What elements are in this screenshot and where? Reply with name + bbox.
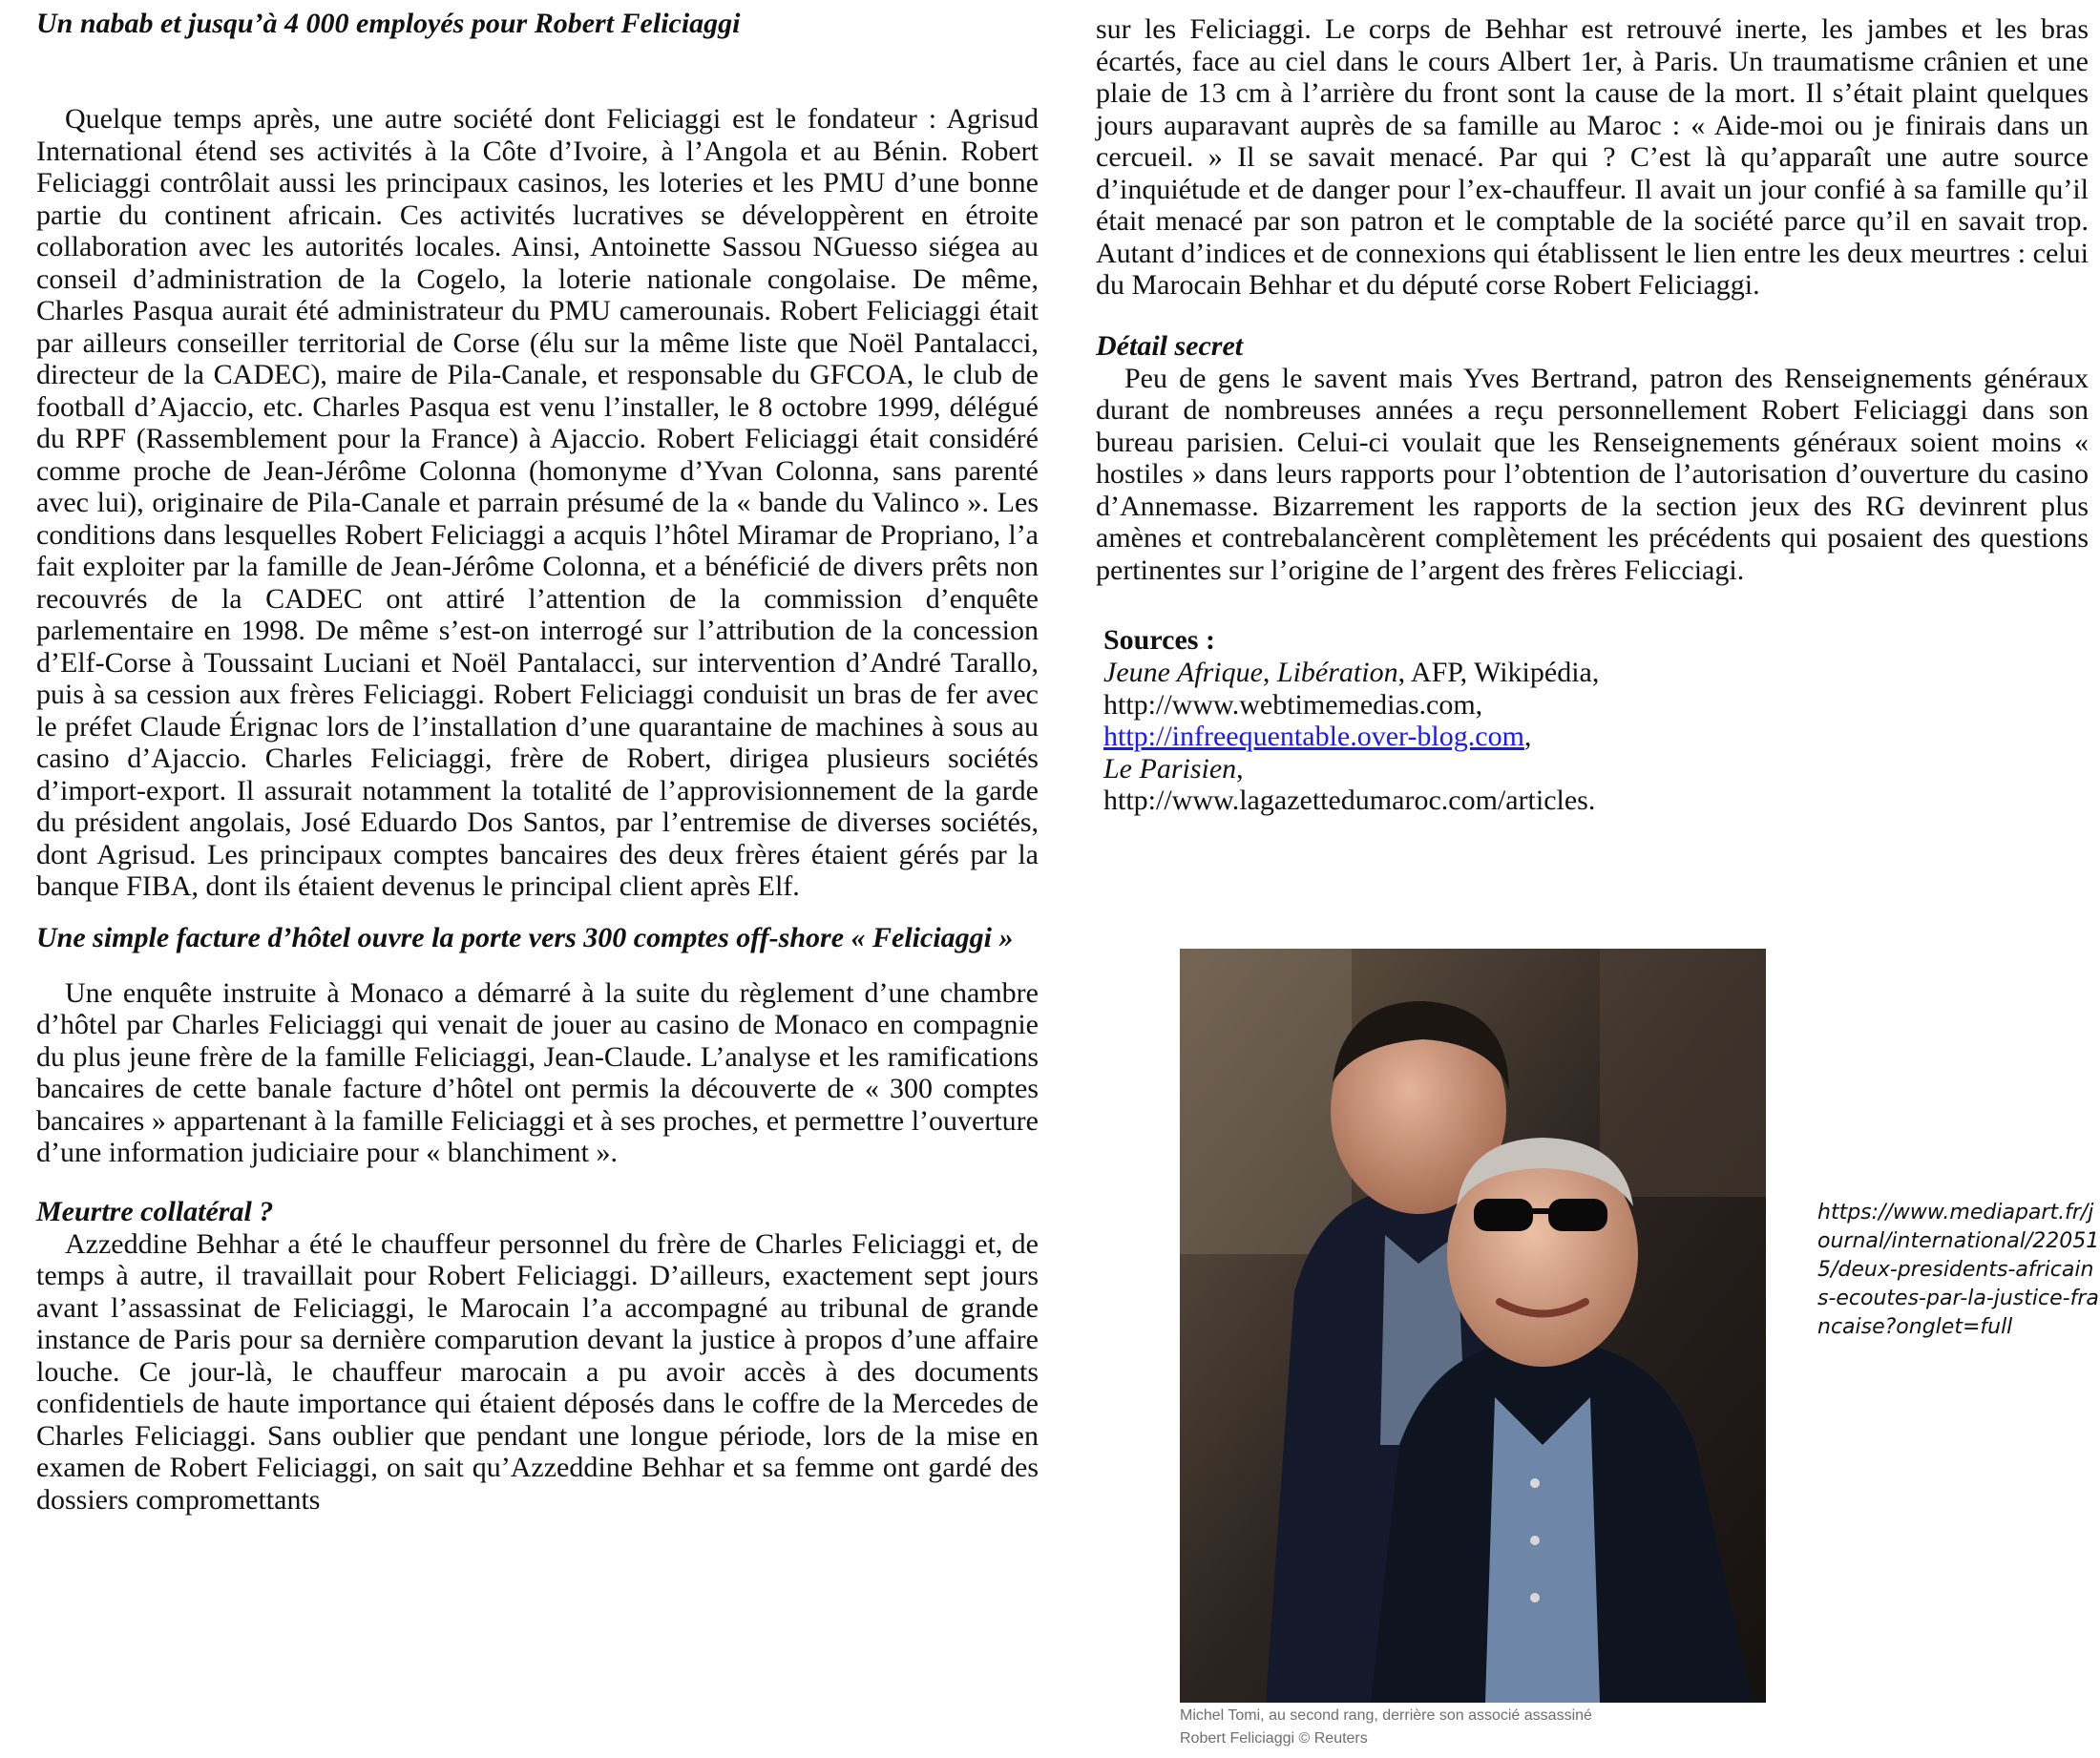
sources-block (1103, 624, 2089, 817)
sources-title: Sources : (1103, 624, 1215, 656)
mediapart-url-note: https://www.mediapart.fr/journal/international/220515/deux-presidents-africains-ecoutes-par-la-justice-francaise?onglet=full (1817, 1201, 2100, 1339)
source-liberation: Libération (1276, 657, 1398, 688)
heading-facture-hotel: Une simple facture d’hôtel ouvre la porte vers 300 comptes off-shore « Feliciaggi » (36, 921, 1014, 953)
source-infreequentable-link[interactable]: http://infreequentable.over-blog.com (1103, 721, 1524, 752)
paragraph-facture-hotel: Une enquête instruite à Monaco a démarré à la suite du règlement d’une chambre d’hôtel par Charles Feliciaggi qui venait de jouer au casino de Monaco en compagnie du plus jeune frère de la famille Feliciaggi, Jean-Claude. L’analyse et les ramifications bancaires de cette banale facture d’hôtel ont permis la découverte de « 300 comptes bancaires » appartenant à la famille Feliciaggi et à ses proches, et permettre l’ouverture d’une information judiciaire pour « blanchiment ». (36, 976, 1039, 1168)
source-line-3-tail: , (1523, 721, 1532, 752)
right-column (1096, 0, 2089, 817)
heading-meurtre-collateral: Meurtre collatéral ? (36, 1195, 274, 1227)
news-photo (1180, 949, 1766, 1703)
source-line-4 (1103, 753, 2089, 785)
source-jeune-afrique: Jeune Afrique (1103, 657, 1263, 688)
source-separator: , (1262, 657, 1277, 688)
source-line-3 (1103, 721, 2089, 753)
left-column (36, 0, 1039, 1516)
source-lagazettedumaroc: http://www.lagazettedumaroc.com/articles. (1103, 785, 1596, 816)
paragraph-nabab: Quelque temps après, une autre société dont Feliciaggi est le fondateur : Agrisud International étend ses activités à la Côte d’Ivoire, à l’Angola et au Bénin. Robert Feliciaggi contrôlait aussi les principaux casinos, les loteries et les PMU d’une bonne partie du continent africain. Ces activités lucratives se développèrent en étroite collaboration avec les autorités locales. Ainsi, Antoinette Sassou NGuesso siégea au conseil d’administration de la Cogelo, la loterie nationale congolaise. De même, Charles Pasqua aurait été administrateur du PMU camerounais. Robert Feliciaggi était par ailleurs conseiller territorial de Corse (élu sur la même liste que Noël Pantalacci, directeur de la CADEC), maire de Pila-Canale, et responsable du GFCOA, le club de football d’Ajaccio, etc. Charles Pasqua est venu l’installer, le 8 octobre 1999, délégué du RPF (Rassemblement pour la France) à Ajaccio. Robert Feliciaggi était considéré comme proche de Jean-Jérôme Colonna (homonyme d’Yvan Colonna, sans parenté avec lui), originaire de Pila-Canale et parrain présumé de la « bande du Valinco ». Les conditions dans lesquelles Robert Feliciaggi a acquis l’hôtel Miramar de Propriano, l’a fait exploiter par la famille de Jean-Jérôme Colonna, et a bénéficié de divers prêts non recouvrés de la CADEC ont attiré l’attention de la commission d’enquête parlementaire en 1998. De même s’est-on interrogé sur l’attribution de la concession d’Elf-Corse à Toussaint Luciani et Noël Pantalacci, sur intervention d’André Tarallo, puis à sa cession aux frères Feliciaggi. Robert Feliciaggi conduisit un bras de fer avec le préfet Claude Érignac lors de l’installation d’une quarantaine de machines à sous au casino d’Ajaccio. Charles Feliciaggi, frère de Robert, dirigea plusieurs sociétés d’import-export. Il assurait notamment la totalité de l’approvisionnement de la garde du président angolais, José Eduardo Dos Santos, par l’entremise de diverses sociétés, dont Agrisud. Les principaux comptes bancaires des deux frères étaient gérés par la banque FIBA, dont ils étaient devenus le principal client après Elf. (36, 103, 1039, 902)
heading-nabab: Un nabab et jusqu’à 4 000 employés pour Robert Feliciaggi (36, 8, 741, 39)
source-line-1 (1103, 657, 2089, 689)
source-afp-wikipedia: , AFP, Wikipédia, (1397, 657, 1600, 688)
source-webtimemedias: http://www.webtimemedias.com, (1103, 688, 1483, 721)
caption-line-1: Michel Tomi, au second rang, derrière son associé assassiné (1180, 1707, 1592, 1724)
paragraph-detail-secret: Peu de gens le savent mais Yves Bertrand, patron des Renseignements généraux durant de nombreuses années a reçu personnellement Robert Feliciaggi dans son bureau parisien. Celui-ci voulait que les Renseignements généraux soient moins « hostiles » dans leurs rapports pour l’obtention de l’autorisation d’ouverture du casino d’Annemasse. Bizarrement les rapports de la section jeux des RG devinrent plus amènes et contrebalancèrent complètement les précédents qui posaient des questions pertinentes sur l’origine de l’argent des frères Felicciagi. (1096, 362, 2089, 586)
photo-illustration (1180, 949, 1766, 1703)
heading-detail-secret: Détail secret (1096, 329, 1244, 362)
source-le-parisien: Le Parisien (1103, 752, 1237, 785)
paragraph-continuation: sur les Feliciaggi. Le corps de Behhar est retrouvé inerte, les jambes et les bras écartés, face au ciel dans le cours Albert 1er, à Paris. Un traumatisme crânien et une plaie de 13 cm à l’arrière du front sont la cause de la mort. Il s’était plaint quelques jours auparavant auprès de sa famille au Maroc : « Aide-moi ou je finirais dans un cercueil. » Il se savait menacé. Par qui ? C’est là qu’apparaît une autre source d’inquiétude et de danger pour l’ex-chauffeur. Il avait un jour confié à sa famille qu’il était menacé par son patron et le comptable de la société parce qu’il en savait trop. Autant d’indices et de connexions qui établissent le lien entre les deux meurtres : celui du Marocain Behhar et du député corse Robert Feliciaggi. (1096, 13, 2089, 301)
paragraph-meurtre-collateral: Azzeddine Behhar a été le chauffeur personnel du frère de Charles Feliciaggi et, de temps à autre, il travaillait pour Robert Feliciaggi. D’ailleurs, exactement sept jours avant l’assassinat de Feliciaggi, le Marocain l’a accompagné au tribunal de grande instance de Paris pour sa dernière comparution devant la justice à propos d’une affaire louche. Ce jour-là, le chauffeur marocain a pu avoir accès à des documents confidentiels de haute importance qui étaient déposés dans le coffre de la Mercedes de Charles Feliciaggi. Sans oublier que pendant une longue période, lors de la mise en examen de Robert Feliciaggi, on sait qu’Azzeddine Behhar et sa femme ont gardé des dossiers compromettants (36, 1227, 1039, 1516)
photo-caption (1180, 1705, 1772, 1750)
source-line-4-tail: , (1236, 752, 1244, 785)
caption-line-2: Robert Feliciaggi © Reuters (1180, 1730, 1368, 1747)
